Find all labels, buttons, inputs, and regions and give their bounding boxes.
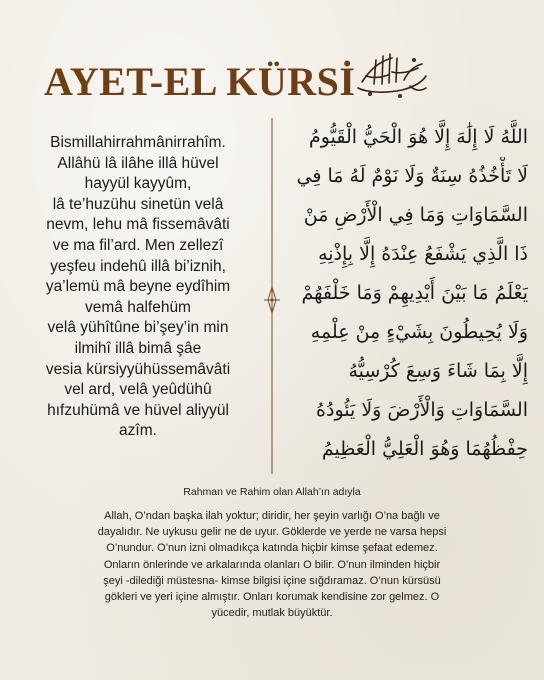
arabic-text <box>282 118 528 469</box>
translation-line: şeyi -dilediği müstesna- kimse bilgisi içine sığdıramaz. O’nun kürsüsü <box>103 574 441 587</box>
translation-line: Allah, O’ndan başka ilah yoktur; diridir, her şeyin varlığı O’na bağlı ve <box>104 510 440 522</box>
transliteration-line: ilmihî illâ bimâ şâe <box>74 339 202 357</box>
transliteration-line: ya’lemü mâ beyne eydîhim <box>45 278 231 296</box>
transliteration-line: azîm. <box>119 422 157 440</box>
transliteration-line: Allâhü lâ ilâhe illâ hüvel <box>57 154 219 172</box>
basmala-calligraphy-icon <box>352 48 432 102</box>
arabic-verse-line: إِلَّا بِمَا شَاءَ وَسِعَ كُرْسِيُّهُ <box>348 360 528 382</box>
transliteration-text <box>20 133 256 442</box>
translation-line: gökleri ve yeri içine almıştır. Onları korumak kendisine zor gelmez. O <box>104 591 440 604</box>
transliteration-line: lâ te’huzühu sinetün velâ <box>52 195 224 213</box>
transliteration-line: Bismillahirrahmânirrahîm. <box>50 134 226 151</box>
translation-line: dayalıdır. Ne uykusu gelir ne de uyur. Göklerde ve yerde ne varsa hepsi <box>97 526 447 539</box>
arabic-verse-line: السَّمَاوَاتِ وَالْأَرْضَ وَلَا يَئُودُهُ <box>316 399 528 421</box>
transliteration-line: hıfzuhümâ ve hüvel aliyyül <box>47 401 229 419</box>
transliteration-line: vemâ halfehüm <box>85 298 191 316</box>
transliteration-line: yeşfeu indehû illâ bi’iznih, <box>50 257 226 275</box>
transliteration-line: ve ma fil’ard. Men zellezî <box>52 236 224 254</box>
translation-line: Onların önlerinde ve arkalarında olanları O bilir. O’nun ilminden hiçbir <box>103 558 441 571</box>
transliteration-line: nevm, lehu mâ fissemâvâti <box>46 216 230 234</box>
transliteration-line: velâ yühîtûne bi’şey’in min <box>47 319 229 337</box>
arabic-verse-line: وَلَا يُحِيطُونَ بِشَيْءٍ مِنْ عِلْمِهِ <box>310 321 528 343</box>
translation-line: yücedir, mutlak büyüktür. <box>211 607 333 620</box>
transliteration-line: vel ard, velâ yeûdühû <box>64 381 212 399</box>
subtitle: Rahman ve Rahim olan Allah’ın adıyla <box>183 486 361 498</box>
page-title: AYET-EL KÜRSİ <box>44 59 356 104</box>
turkish-translation <box>60 508 484 621</box>
arabic-verse-line: السَّمَاوَاتِ وَمَا فِي الْأَرْضِ مَنْ <box>303 204 528 226</box>
translation-line: O’nundur. O’nun izni olmadıkça katında hiçbir kimse şefaat edemez. <box>106 542 438 555</box>
arabic-verse-line: اللَّهُ لَا إِلَٰهَ إِلَّا هُوَ الْحَيُّ الْقَيُّومُ <box>309 126 528 148</box>
transliteration-line: vesia kürsiyyühüssemâvâti <box>45 360 231 378</box>
divider-ornament-icon <box>263 286 281 314</box>
arabic-verse-line: حِفْظُهُمَا وَهُوَ الْعَلِيُّ الْعَظِيمُ <box>321 438 528 460</box>
arabic-verse-line: ذَا الَّذِي يَشْفَعُ عِنْدَهُ إِلَّا بِإِذْنِهِ <box>318 243 528 265</box>
arabic-verse-line: لَا تَأْخُذُهُ سِنَةٌ وَلَا نَوْمٌ لَهُ مَا فِي <box>296 165 528 187</box>
transliteration-line: hayyül kayyûm, <box>84 175 192 193</box>
arabic-verse-line: يَعْلَمُ مَا بَيْنَ أَيْدِيهِمْ وَمَا خَلْفَهُمْ <box>301 282 528 304</box>
